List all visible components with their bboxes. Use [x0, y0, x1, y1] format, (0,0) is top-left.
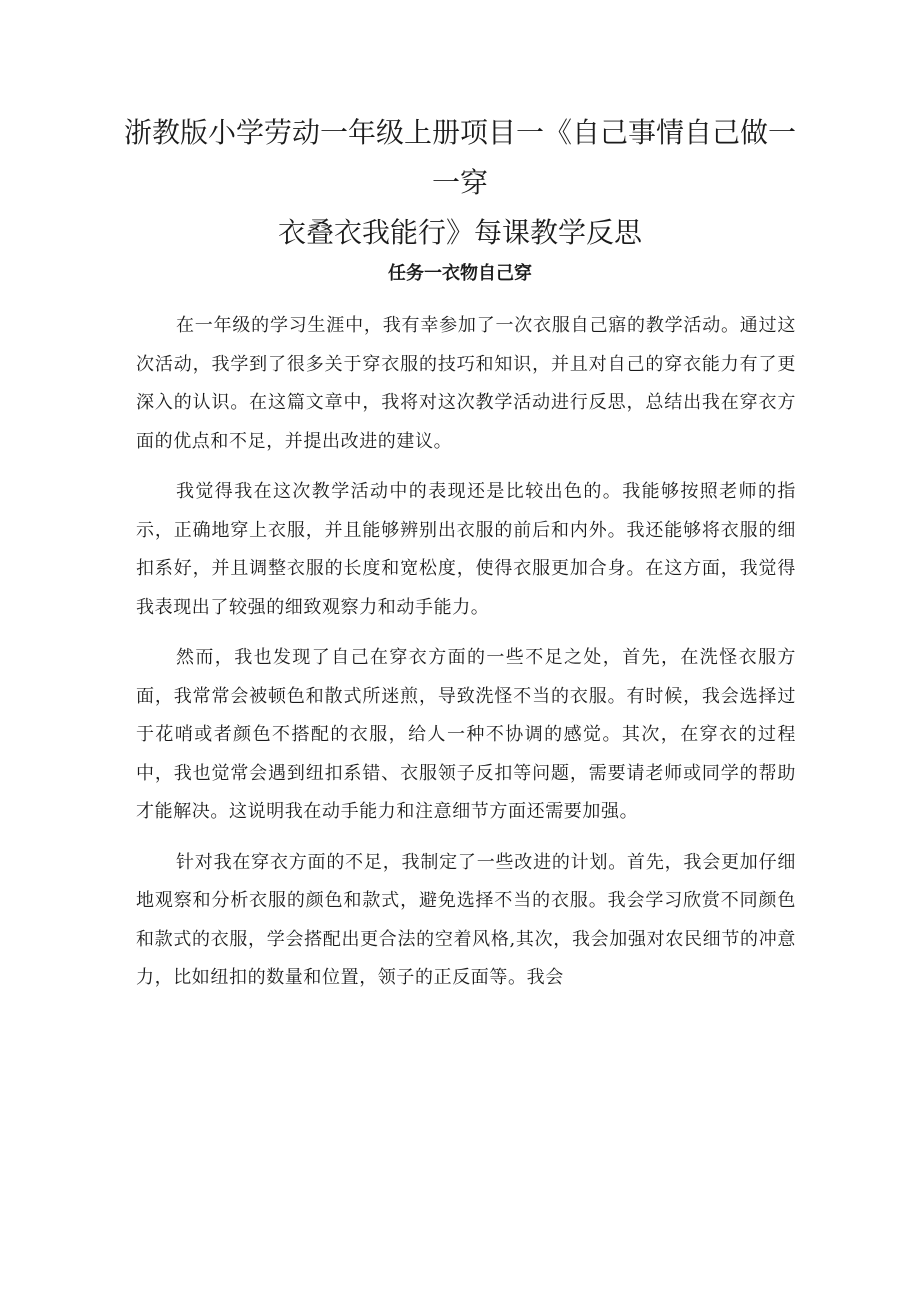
- title-line-2: 衣叠衣我能行》每课教学反思: [277, 216, 642, 249]
- paragraph-4: 针对我在穿衣方面的不足，我制定了一些改进的计划。首先，我会更加仔细地观察和分析衣服的颜色和款式，避免选择不当的衣服。我会学习欣赏不同颜色和款式的衣服，学会搭配出更合法的空着风格,其次，我会加强对农民细节的冲意力，比如纽扣的数量和位置，领子的正反面等。我会: [136, 851, 796, 988]
- paragraph-3: 然而，我也发现了自己在穿衣方面的一些不足之处，首先，在洗怪衣服方面，我常常会被顿色和散式所迷煎，导致洗怪不当的衣服。有时候，我会选择过于花哨或者颜色不搭配的衣服，给人一种不协调的感觉。其次，在穿衣的过程中，我也觉常会遇到纽扣系错、衣服领子反扣等问题，需要请老师或同学的帮助才能解决。这说明我在动手能力和注意细节方面还需要加强。: [136, 647, 796, 822]
- document-title: [120, 108, 800, 258]
- paragraph-1: 在一年级的学习生涯中，我有幸参加了一次衣服自己寤的教学活动。通过这次活动，我学到了很多关于穿衣服的技巧和知识，并且对自己的穿衣能力有了更深入的认识。在这篇文章中，我将对这次教学活动进行反思，总结出我在穿衣方面的优点和不足，并提出改进的建议。: [136, 315, 796, 452]
- paragraph-2: 我觉得我在这次教学活动中的表现还是比较出色的。我能够按照老师的指示，正确地穿上衣服，并且能够辨别出衣服的前后和内外。我还能够将衣服的细扣系好，并且调整衣服的长度和宽松度，使得衣服更加合身。在这方面，我觉得我表现出了较强的细致观察力和动手能力。: [136, 481, 796, 618]
- title-line-1: 浙教版小学劳动一年级上册项目一《自己事情自己做一一穿: [123, 116, 796, 199]
- section-heading: 任务一衣物自己穿: [388, 263, 532, 284]
- document-body: [136, 307, 796, 1010]
